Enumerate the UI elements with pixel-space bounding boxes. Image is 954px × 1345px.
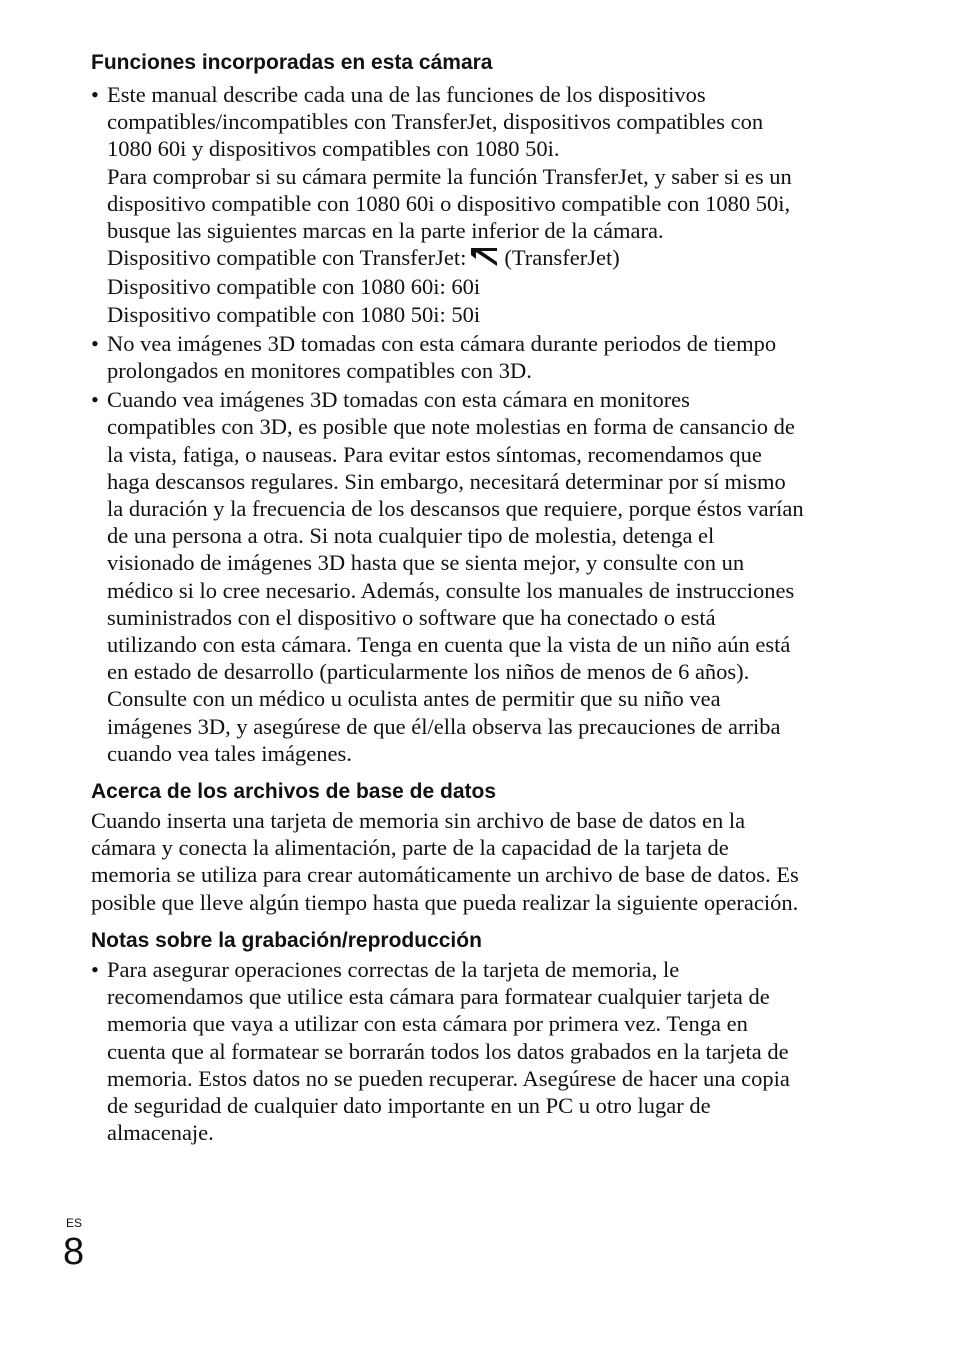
transferjet-suffix: (TransferJet) (504, 245, 620, 271)
text-line: • Este manual describe cada una de las funciones de los dispositivos (107, 82, 706, 107)
text-line: almacenaje. (107, 1120, 214, 1146)
text-line: • Cuando vea imágenes 3D tomadas con esta cámara en monitores (107, 387, 690, 413)
text-line: Para comprobar si su cámara permite la función TransferJet, y saber si es un (107, 163, 792, 189)
text-line: posible que lleve algún tiempo hasta que pueda realizar la siguiente operación. (91, 889, 799, 915)
transferjet-prefix: Dispositivo compatible con TransferJet: (107, 245, 467, 271)
text-line: Consulte con un médico u oculista antes de permitir que su niño vea (107, 686, 721, 712)
text-line: cámara y conecta la alimentación, parte de la capacidad de la tarjeta de (91, 835, 729, 861)
text-line: dispositivo compatible con 1080 60i o dispositivo compatible con 1080 50i, (107, 190, 791, 216)
text-line: memoria. Estos datos no se pueden recuperar. Asegúrese de hacer una copia (107, 1065, 790, 1091)
manual-page (91, 48, 851, 1146)
text-line: memoria se utiliza para crear automáticamente un archivo de base de datos. Es (91, 862, 799, 888)
text-line: 1080 60i y dispositivos compatibles con 1080 50i. (107, 136, 560, 162)
transferjet-mark-line (107, 244, 851, 273)
bullet-item-3d-periods (91, 330, 851, 384)
page-footer (63, 1216, 84, 1272)
text-line: Dispositivo compatible con 1080 60i: 60i (107, 274, 481, 300)
section-heading-base-de-datos: Acerca de los archivos de base de datos (91, 780, 497, 804)
text-line: compatibles/incompatibles con TransferJet, dispositivos compatibles con (107, 109, 764, 135)
text-line: suministrados con el dispositivo o software que ha conectado o está (107, 604, 716, 630)
text-line: imágenes 3D, y asegúrese de que él/ella observa las precauciones de arriba (107, 713, 781, 739)
text-line: • Para asegurar operaciones correctas de la tarjeta de memoria, le (107, 956, 680, 982)
text-line: prolongados en monitores compatibles con 3D. (107, 358, 532, 384)
text-line: en estado de desarrollo (particularmente los niños de menos de 6 años). (107, 659, 750, 685)
text-line: cuenta que al formatear se borrarán todos los datos grabados en la tarjeta de (107, 1038, 789, 1064)
bullet-item-formatear (91, 956, 851, 1146)
text-line: • No vea imágenes 3D tomadas con esta cámara durante periodos de tiempo (107, 330, 777, 356)
section-heading-funciones: Funciones incorporadas en esta cámara (91, 51, 493, 74)
text-line: haga descansos regulares. Sin embargo, necesitará determinar por sí mismo (107, 468, 786, 494)
section-funciones (91, 48, 851, 767)
section-base-de-datos (91, 777, 851, 916)
text-line: de seguridad de cualquier dato importante en un PC u otro lugar de (107, 1092, 711, 1118)
bullet-item-transferjet (91, 81, 851, 328)
text-line: médico si lo cree necesario. Además, consulte los manuales de instrucciones (107, 577, 795, 603)
paragraph-base-de-datos (91, 807, 851, 916)
text-line: visionado de imágenes 3D hasta que se sienta mejor, y consulte con un (107, 550, 745, 576)
section-grabacion (91, 926, 851, 1146)
text-line: busque las siguientes marcas en la parte inferior de la cámara. (107, 218, 664, 244)
page-number: 8 (63, 1231, 85, 1273)
text-line: la duración y la frecuencia de los descansos que requiere, porque éstos varían (107, 496, 804, 522)
transferjet-icon (470, 246, 498, 273)
text-line: utilizando con esta cámara. Tenga en cuenta que la vista de un niño aún está (107, 632, 791, 658)
text-line: recomendamos que utilice esta cámara para formatear cualquier tarjeta de (107, 984, 770, 1010)
text-line: Dispositivo compatible con 1080 50i: 50i (107, 301, 481, 327)
text-line: de una persona a otra. Si nota cualquier tipo de molestia, detenga el (107, 523, 715, 549)
language-code: ES (66, 1216, 83, 1230)
text-line: compatibles con 3D, es posible que note molestias en forma de cansancio de (107, 414, 795, 440)
bullet-item-3d-discomfort (91, 386, 851, 767)
text-line: memoria que vaya a utilizar con esta cámara por primera vez. Tenga en (107, 1011, 748, 1037)
section-heading-grabacion: Notas sobre la grabación/reproducción (91, 928, 482, 952)
text-line: la vista, fatiga, o nauseas. Para evitar estos síntomas, recomendamos que (107, 441, 762, 467)
text-line: cuando vea tales imágenes. (107, 740, 352, 766)
text-line: Cuando inserta una tarjeta de memoria sin archivo de base de datos en la (91, 808, 746, 834)
